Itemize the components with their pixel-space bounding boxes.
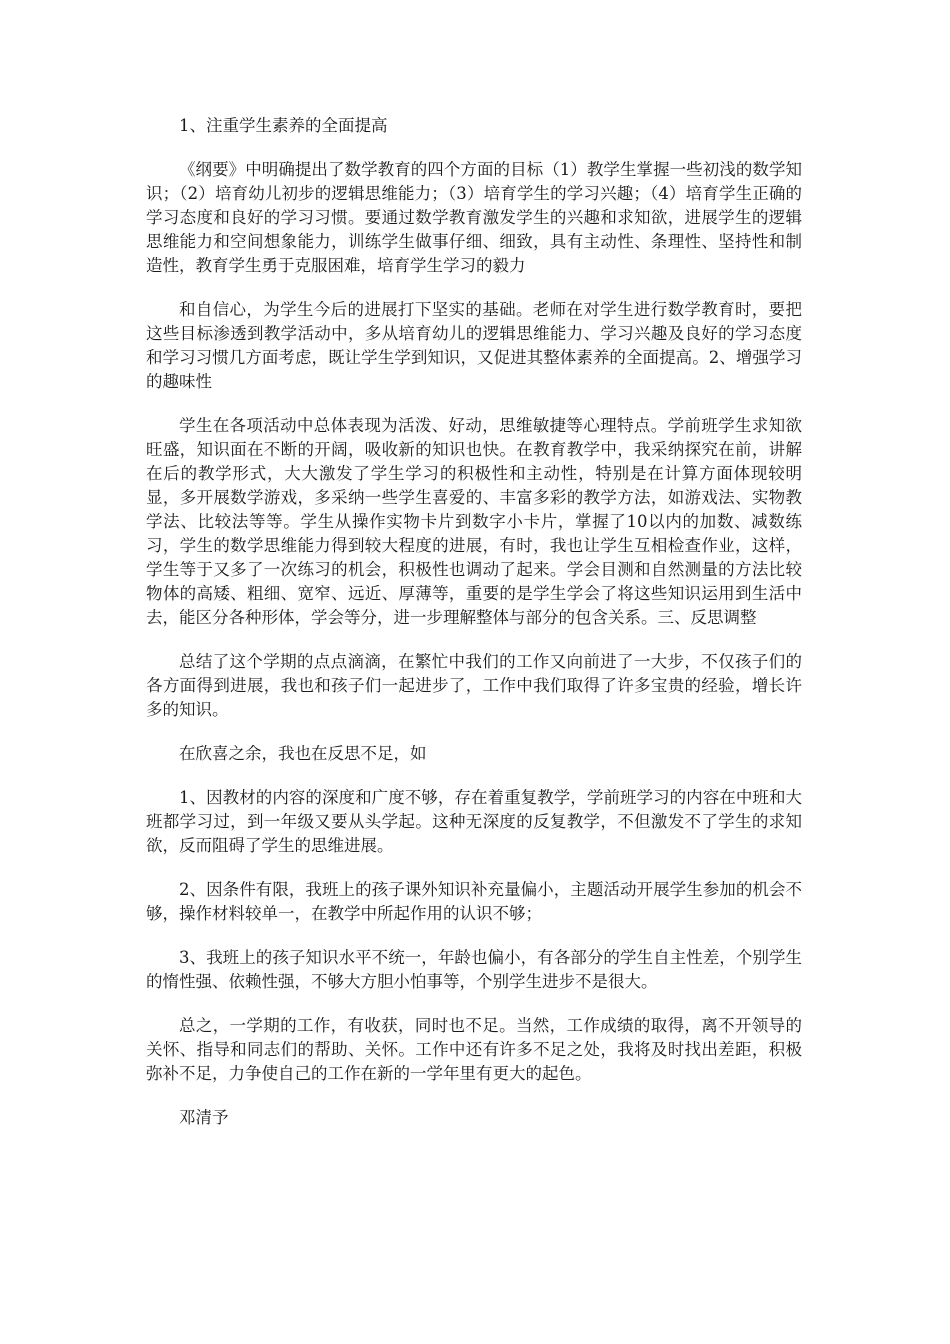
paragraph-activities: 学生在各项活动中总体表现为活泼、好动，思维敏捷等心理特点。学前班学生求知欲旺盛，知识面在不断的开阔，吸收新的知识也快。在教育教学中，我采纳探究在前，讲解在后的教学形式，大大激发了学生学习的积极性和主动性，特别是在计算方面体现较明显，多开展数学游戏，多采纳一些学生喜爱的、丰富多彩的教学方法，如游戏法、实物教学法、比较法等等。学生从操作实物卡片到数字小卡片，掌握了10以内的加数、减数练习，学生的数学思维能力得到较大程度的进展，有时，我也让学生互相检查作业，这样，学生等于又多了一次练习的机会，积极性也调动了起来。学会目测和自然测量的方法比较物体的高矮、粗细、宽窄、远近、厚薄等，重要的是学生学会了将这些知识运用到生活中去，能区分各种形体，学会等分，进一步理解整体与部分的包含关系。三、反思调整 bbox=[146, 416, 802, 627]
document-body bbox=[146, 114, 802, 1150]
paragraph-conclusion: 总之，一学期的工作，有收获，同时也不足。当然，工作成绩的取得，离不开领导的关怀、指导和同志们的帮助、关怀。工作中还有许多不足之处，我将及时找出差距，积极弥补不足，力争使自己的工作在新的一学年里有更大的起色。 bbox=[146, 1016, 802, 1083]
paragraph-issue-3: 3、我班上的孩子知识水平不统一，年龄也偏小，有各部分的学生自主性差，个别学生的惰性强、依赖性强，不够大方胆小怕事等，个别学生进步不是很大。 bbox=[146, 948, 802, 991]
author-signature: 邓清予 bbox=[179, 1108, 229, 1127]
paragraph-summary: 总结了这个学期的点点滴滴，在繁忙中我们的工作又向前进了一大步，不仅孩子们的各方面得到进展，我也和孩子们一起进步了，工作中我们取得了许多宝贵的经验，增长许多的知识。 bbox=[146, 652, 802, 719]
paragraph-issue-1: 1、因教材的内容的深度和广度不够，存在着重复教学，学前班学习的内容在中班和大班都学习过，到一年级又要从头学起。这种无深度的反复教学，不但激发不了学生的求知欲，反而阻碍了学生的思维进展。 bbox=[146, 788, 802, 855]
paragraph-issue-2: 2、因条件有限，我班上的孩子课外知识补充量偏小，主题活动开展学生参加的机会不够，操作材料较单一，在教学中所起作用的认识不够； bbox=[146, 880, 802, 923]
section-heading-1: 1、注重学生素养的全面提高 bbox=[179, 116, 388, 135]
paragraph-reflection-intro: 在欣喜之余，我也在反思不足，如 bbox=[179, 744, 427, 763]
paragraph-goals: 《纲要》中明确提出了数学教育的四个方面的目标（1）教学生掌握一些初浅的数学知识；（2）培育幼儿初步的逻辑思维能力；（3）培育学生的学习兴趣；（4）培育学生正确的学习态度和良好的学习习惯。要通过数学教育激发学生的兴趣和求知欲，进展学生的逻辑思维能力和空间想象能力，训练学生做事仔细、细致，具有主动性、条理性、坚持性和制造性，教育学生勇于克服困难，培育学生学习的毅力 bbox=[146, 160, 802, 275]
paragraph-confidence: 和自信心，为学生今后的进展打下坚实的基础。老师在对学生进行数学教育时，要把这些目标渗透到教学活动中，多从培育幼儿的逻辑思维能力、学习兴趣及良好的学习态度和学习习惯几方面考虑，既让学生学到知识，又促进其整体素养的全面提高。2、增强学习的趣味性 bbox=[146, 300, 802, 391]
